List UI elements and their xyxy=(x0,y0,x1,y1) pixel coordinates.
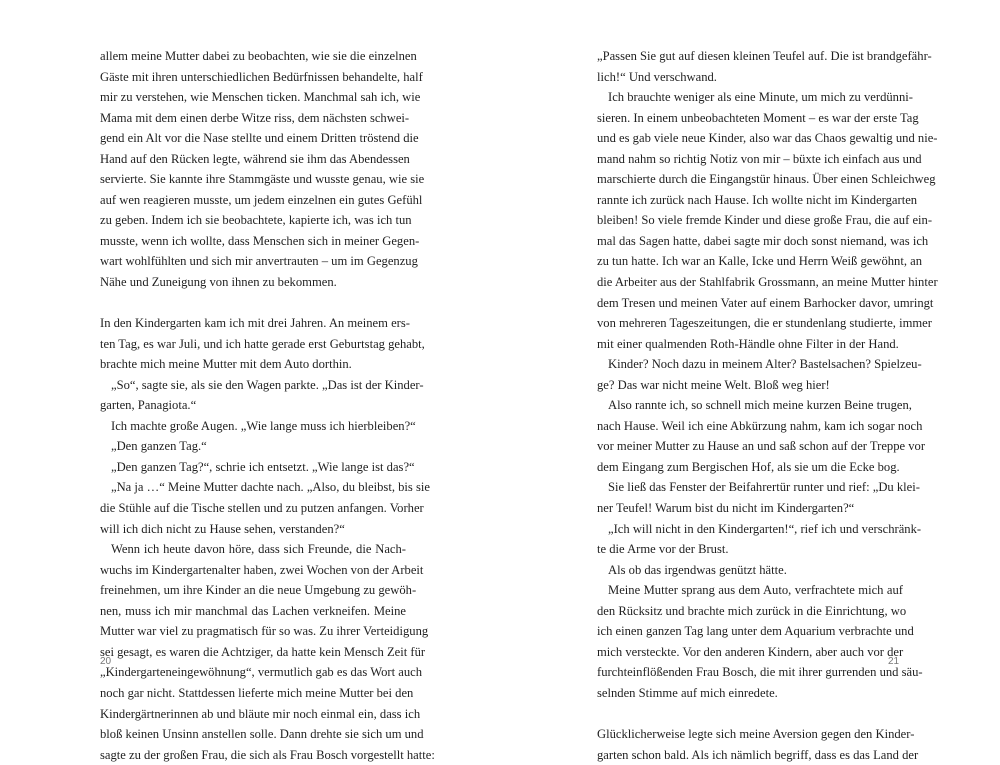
text-line: ich einen ganzen Tag lang unter dem Aquarium verbrachte und xyxy=(597,624,914,639)
text-line: nen, muss ich mir manchmal das Lachen verkneifen. Meine xyxy=(100,603,406,618)
text-line: mich versteckte. Vor den anderen Kindern, aber auch vor der xyxy=(597,644,904,659)
text-line: Kindergärtnerinnen ab und bläute mir noch einmal ein, dass ich xyxy=(100,706,421,721)
text-line: Mama mit dem einen derbe Witze riss, dem nächsten schwei- xyxy=(100,110,410,125)
text-line: Als ob das irgendwas genützt hätte. xyxy=(608,562,787,577)
text-line: ten Tag, es war Juli, und ich hatte gerade erst Geburtstag gehabt, xyxy=(100,336,425,351)
text-line: „Den ganzen Tag?“, schrie ich entsetzt. „Wie lange ist das?“ xyxy=(111,459,415,474)
page-number-left: 20 xyxy=(100,656,112,667)
text-line: wuchs im Kindergartenalter haben, zwei Wochen von der Arbeit xyxy=(100,562,424,577)
text-line: mit einer qualmenden Roth-Händle ohne Filter in der Hand. xyxy=(597,336,899,351)
text-line: dem Eingang zum Bergischen Hof, als sie um die Ecke bog. xyxy=(597,459,900,474)
text-line: die Arbeiter aus der Stahlfabrik Grossmann, an meine Mutter hinter xyxy=(597,275,938,290)
text-line: „Den ganzen Tag.“ xyxy=(111,439,207,454)
text-line: sei gesagt, es waren die Achtziger, da hatte kein Mensch Zeit für xyxy=(100,644,426,659)
text-line: gend ein Alt vor die Nase stellte und einem Dritten tröstend die xyxy=(100,131,419,146)
text-line: marschierte durch die Eingangstür hinaus. Über einen Schleichweg xyxy=(597,172,936,187)
page-number-right: 21 xyxy=(888,656,900,667)
text-line: garten schon bald. Als ich nämlich begriff, dass es das Land der xyxy=(597,747,919,762)
text-line: te die Arme vor der Brust. xyxy=(597,542,729,557)
text-line: „Passen Sie gut auf diesen kleinen Teufel auf. Die ist brandgefähr- xyxy=(597,49,932,63)
text-line: sagte zu der großen Frau, die sich als Frau Bosch vorgestellt hatte: xyxy=(100,747,435,762)
text-line: Ich brauchte weniger als eine Minute, um mich zu verdünni- xyxy=(608,90,913,105)
section-break xyxy=(100,293,406,314)
text-line: Wenn ich heute davon höre, dass sich Freunde, die Nach- xyxy=(111,542,406,557)
text-line: vor meiner Mutter zu Hause an und saß schon auf der Treppe vor xyxy=(597,439,926,454)
text-line: „Ich will nicht in den Kindergarten!“, rief ich und verschränk- xyxy=(608,521,922,536)
text-line: Mutter war viel zu pragmatisch für so was. Zu ihrer Verteidigung xyxy=(100,624,429,639)
text-line: „Kindergarteneingewöhnung“, vermutlich gab es das Wort auch xyxy=(100,665,423,680)
text-line: freinehmen, um ihre Kinder an die neue Umgebung zu gewöh- xyxy=(100,583,417,598)
text-line: will ich dich nicht zu Hause sehen, verstanden?“ xyxy=(100,521,345,536)
text-line: In den Kindergarten kam ich mit drei Jahren. An meinem ers- xyxy=(100,316,410,331)
text-line: Kinder? Noch dazu in meinem Alter? Bastelsachen? Spielzeu- xyxy=(608,357,922,372)
text-line: von mehreren Tageszeitungen, die er stundenlang studierte, immer xyxy=(597,316,932,331)
text-line: Nähe und Zuneigung von ihnen zu bekommen. xyxy=(100,275,337,290)
text-line: mir zu verstehen, wie Menschen ticken. Manchmal sah ich, wie xyxy=(100,90,421,105)
left-page xyxy=(100,46,435,765)
text-line: nach Hause. Weil ich eine Abkürzung nahm, kam ich sogar noch xyxy=(597,418,923,433)
text-line: rannte ich zurück nach Hause. Ich wollte nicht im Kindergarten xyxy=(597,192,918,207)
text-line: noch gar nicht. Stattdessen lieferte mich meine Mutter bei den xyxy=(100,685,414,700)
text-line: „Na ja …“ Meine Mutter dachte nach. „Also, du bleibst, bis sie xyxy=(111,480,430,495)
text-line: bloß keinen Unsinn anstellen solle. Dann drehte sie sich um und xyxy=(100,727,424,742)
text-line: servierte. Sie kannte ihre Stammgäste und wusste genau, wie sie xyxy=(100,172,425,187)
text-line: die Stühle auf die Tische stellen und zu putzen anfangen. Vorher xyxy=(100,501,424,516)
text-line: zu tun hatte. Ich war an Kalle, Icke und Herrn Weiß gewöhnt, an xyxy=(597,254,923,269)
text-line: Gäste mit ihren unterschiedlichen Bedürfnissen behandelte, half xyxy=(100,69,423,84)
text-line: zu geben. Indem ich sie beobachtete, kapierte ich, was ich tun xyxy=(100,213,412,228)
text-line: und es gab viele neue Kinder, also war das Chaos gewaltig und nie- xyxy=(597,131,938,146)
text-line: Also rannte ich, so schnell mich meine kurzen Beine trugen, xyxy=(608,398,912,413)
right-page xyxy=(597,46,938,765)
text-line: mand nahm so richtig Notiz von mir – büxte ich einfach aus und xyxy=(597,151,922,166)
text-line: ner Teufel! Warum bist du nicht im Kindergarten?“ xyxy=(597,501,855,516)
text-line: Hand auf den Rücken legte, während sie ihm das Abendessen xyxy=(100,151,410,166)
text-line: furchteinflößenden Frau Bosch, die mit ihrer gurrenden und säu- xyxy=(597,665,923,680)
text-line: sieren. In einem unbeobachteten Moment – es war der erste Tag xyxy=(597,110,919,125)
text-line: Meine Mutter sprang aus dem Auto, verfrachtete mich auf xyxy=(608,583,903,598)
text-line: lich!“ Und verschwand. xyxy=(597,69,717,84)
text-line: bleiben! So viele fremde Kinder und diese große Frau, die auf ein- xyxy=(597,213,933,228)
text-line: musste, wenn ich wollte, dass Menschen sich in meiner Gegen- xyxy=(100,233,420,248)
text-line: „So“, sagte sie, als sie den Wagen parkte. „Das ist der Kinder- xyxy=(111,377,424,392)
text-line: ge? Das war nicht meine Welt. Bloß weg hier! xyxy=(597,377,830,392)
text-line: Glücklicherweise legte sich meine Aversion gegen den Kinder- xyxy=(597,727,915,742)
text-line: Ich machte große Augen. „Wie lange muss ich hierbleiben?“ xyxy=(111,418,416,433)
text-line: brachte mich meine Mutter mit dem Auto dorthin. xyxy=(100,357,352,372)
text-line: Sie ließ das Fenster der Beifahrertür runter und rief: „Du klei- xyxy=(608,480,920,495)
text-line: allem meine Mutter dabei zu beobachten, wie sie die einzelnen xyxy=(100,49,417,63)
text-line: mal das Sagen hatte, dabei sagte mir doch sonst niemand, was ich xyxy=(597,233,929,248)
text-line: dem Tresen und meinen Vater auf einem Barhocker davor, umringt xyxy=(597,295,934,310)
text-line: wart wohlfühlten und sich mir anvertrauten – um im Gegenzug xyxy=(100,254,418,269)
text-line: den Rücksitz und brachte mich zurück in die Einrichtung, wo xyxy=(597,603,907,618)
text-line: selnden Stimme auf mich einredete. xyxy=(597,685,778,700)
text-line: garten, Panagiota.“ xyxy=(100,398,197,413)
text-line: auf wen reagieren musste, um jedem einzelnen ein gutes Gefühl xyxy=(100,192,423,207)
